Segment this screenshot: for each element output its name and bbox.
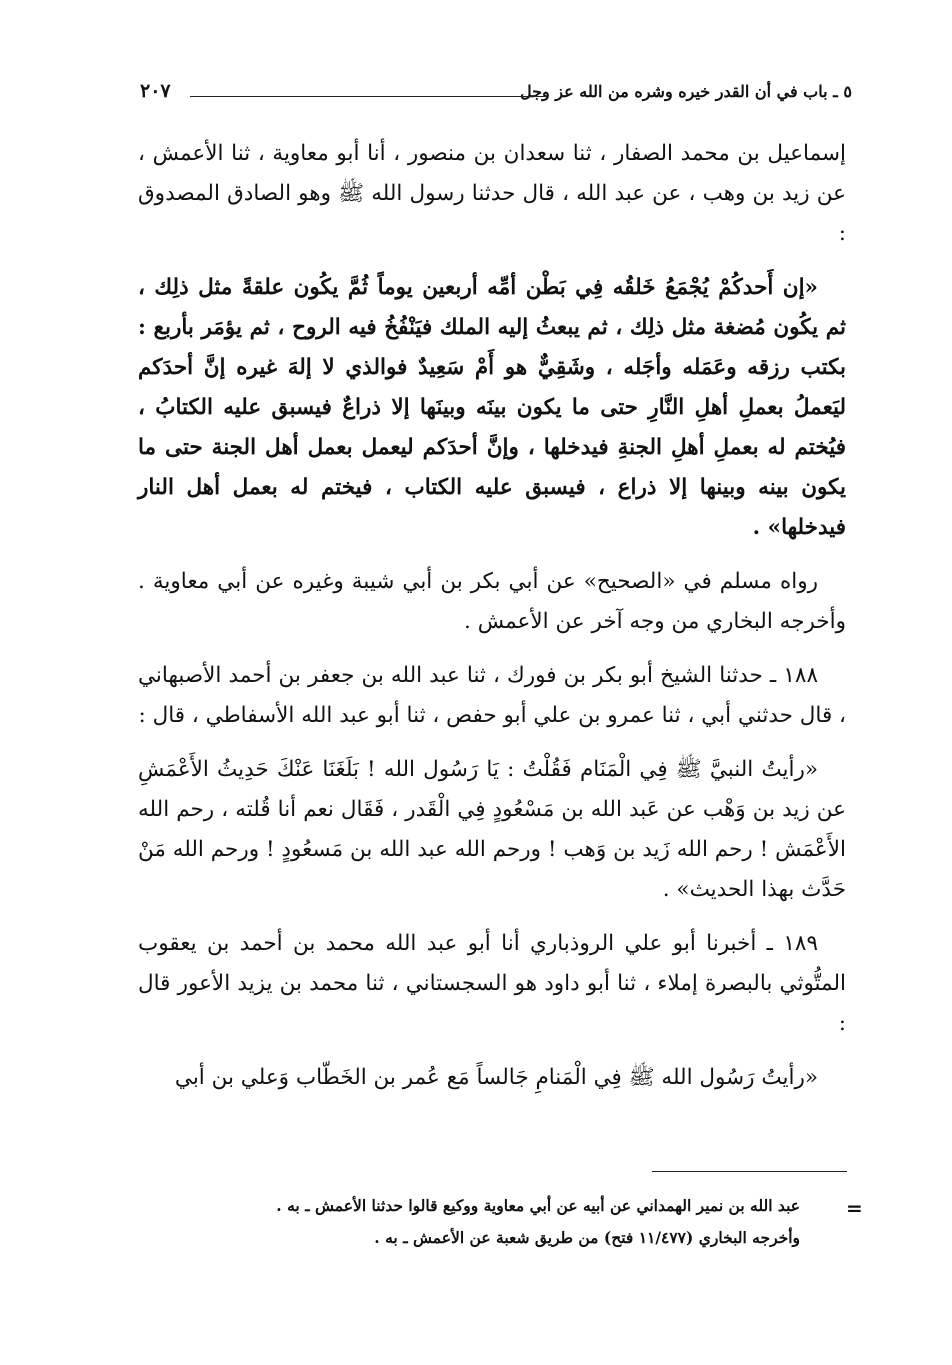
narration-189-dream: «رأيتُ رَسُول الله ﷺ فِي الْمَنامِ جَالساً مَع عُمر بن الخَطّاب وَعلي بن أبي xyxy=(174,1065,818,1090)
takhrij-note: رواه مسلم في «الصحيح» عن أبي بكر بن أبي شيبة وغيره عن أبي معاوية . وأخرجه البخاري من وجه آخر عن الأعمش . xyxy=(138,569,846,634)
header-rule xyxy=(190,96,547,97)
main-text xyxy=(138,134,846,1112)
footnote-line: وأخرجه البخاري (١١/٤٧٧ فتح) من طريق شعبة عن الأعمش ـ به . xyxy=(374,1228,800,1247)
footnote-line: عبد الله بن نمير الهمداني عن أبيه عن أبي معاوية ووكيع قالوا حدثنا الأعمش ـ به . xyxy=(276,1196,800,1215)
isnad-continuation: إسماعيل بن محمد الصفار ، ثنا سعدان بن منصور ، أنا أبو معاوية ، ثنا الأعمش ، عن زيد بن وهب ، عن عبد الله ، قال حدثنا رسول الله ﷺ وهو الصادق المصدوق : xyxy=(138,141,846,246)
hadith-text: «إن أَحدكُمْ يُجْمَعُ خَلقُه فِي بَطْن أمِّه أربعين يوماً ثُمَّ يكُون علقةً مثل ذلِك ، ثم يكُون مُضغة مثل ذلِك ، ثم يبعثُ إليه الملك فيَنْفُخُ فيه الروح ، ثم يؤمَر بأربع : بكتب رزقه وعَمَله وأجَله ، وشَقِيٌّ هو أَمْ سَعِيدٌ فوالذي لا إلهَ غيره إنَّ أحدَكم ليَعملُ بعملِ أهلِ النَّارِ حتى ما يكون بينَه وبينَها إلا ذراعٌ فيسبق عليه الكتابُ ، فيُختم له بعملِ أهلِ الجنةِ فيدخلها ، وإنَّ أحدَكم ليعمل بعمل أهل الجنة حتى ما يكون بينه وبينها إلا ذراع ، فيسبق عليه الكتاب ، فيختم له بعمل أهل النار فيدخلها» . xyxy=(138,275,846,540)
narration-189-isnad: ١٨٩ ـ أخبرنا أبو علي الروذباري أنا أبو عبد الله محمد بن أحمد بن يعقوب المتُّوثي بالبصرة إملاء ، ثنا أبو داود هو السجستاني ، ثنا محمد بن يزيد الأعور قال : xyxy=(138,931,846,1036)
running-header xyxy=(140,82,852,112)
footnote-continuation-marker: = xyxy=(846,1196,863,1220)
narration-188-isnad: ١٨٨ ـ حدثنا الشيخ أبو بكر بن فورك ، ثنا عبد الله بن جعفر بن أحمد الأصبهاني ، قال حدثني أبي ، ثنا عمرو بن علي أبو حفص ، ثنا أبو عبد الله الأسفاطي ، قال : xyxy=(138,663,846,728)
narration-188-dream: «رأيتُ النبيَّ ﷺ فِي الْمَنَام فَقُلْتُ : يَا رَسُول الله ! بَلَغَنَا عَنْكَ حَدِيثُ الأَعْمَشِ عن زيد بن وَهْب عن عَبد الله بن مَسْعُودٍ فِي الْقَدر ، فَقَال نعم أنا قُلته ، رحم الله الأَعْمَش ! رحم الله زَيد بن وَهب ! ورحم الله عبد الله بن مَسعُودٍ ! ورحم الله مَنْ حَدَّث بهذا الحديث» . xyxy=(138,757,846,902)
footnotes xyxy=(230,1190,800,1254)
footnote-rule xyxy=(652,1171,847,1172)
chapter-title: ٥ ـ باب في أن القدر خيره وشره من الله عز وجل xyxy=(520,82,852,101)
page-number: ٢٠٧ xyxy=(140,80,171,102)
